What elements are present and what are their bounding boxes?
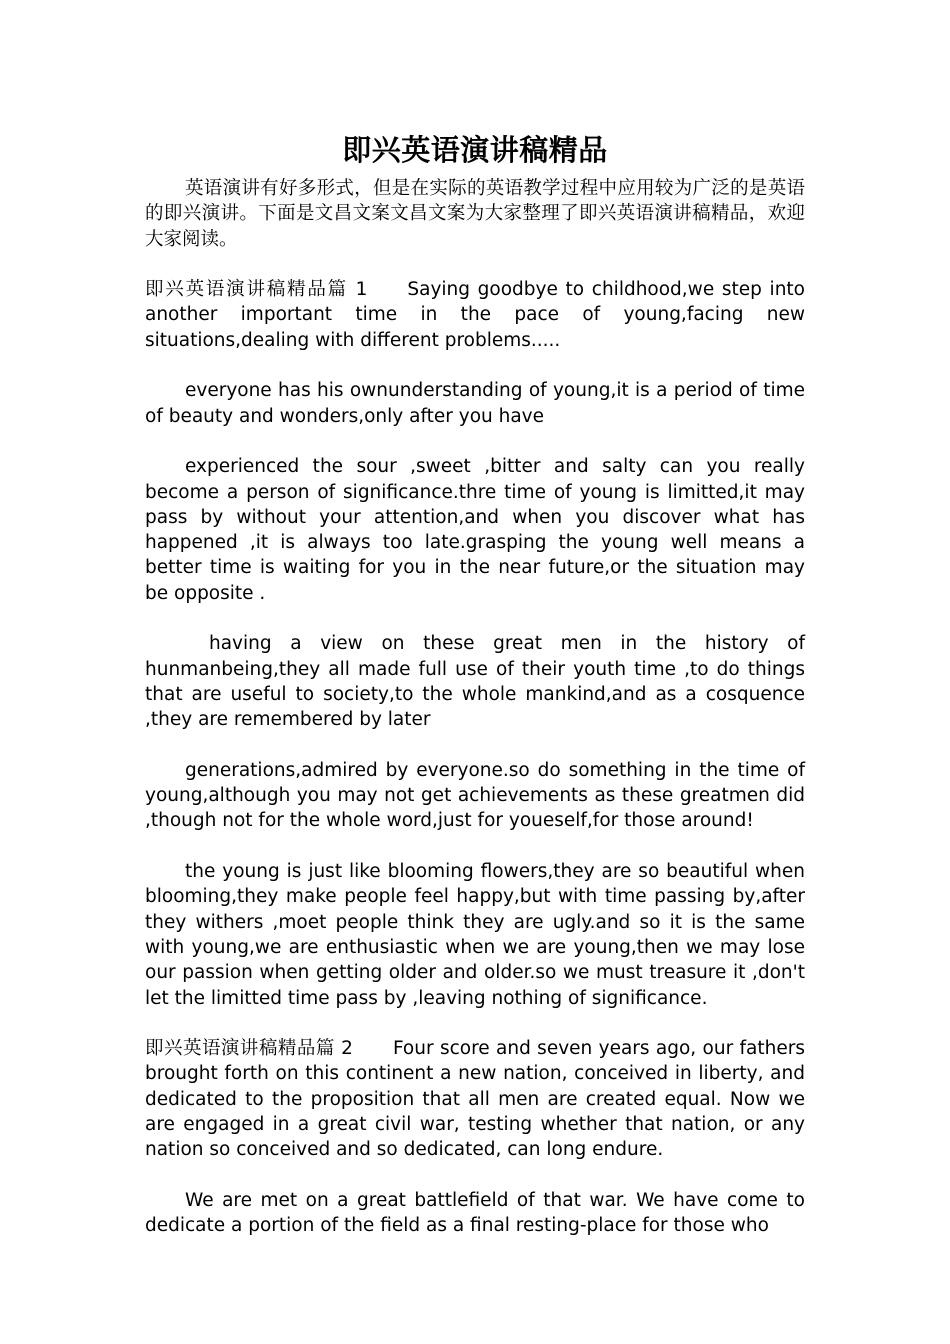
section-1-paragraph: everyone has his ownunderstanding of young,it is a period of time of beauty and wonders,only after you have xyxy=(145,380,805,427)
intro-paragraph: 英语演讲有好多形式，但是在实际的英语教学过程中应用较为广泛的是英语的即兴演讲。下面是文昌文案文昌文案为大家整理了即兴英语演讲稿精品，欢迎大家阅读。 xyxy=(145,178,805,250)
section-2-lead-paragraph xyxy=(145,1036,805,1162)
section-1-paragraph: the young is just like blooming flowers,they are so beautiful when blooming,they make people feel happy,but with time passing by,after they withers ,moet people think they are ugly.and so it is the same with young,we are enthusiastic when we are young,then we may lose our passion when getting older and older.so we must treasure it ,don't let the limitted time pass by ,leaving nothing of significance. xyxy=(145,861,805,1009)
section-2-lead-text: Four score and seven years ago, our fathers brought forth on this continent a new nation, conceived in liberty, and dedicated to the proposition that all men are created equal. Now we are engaged in a great civil war, testing whether that nation, or any nation so conceived and so dedicated, can long endure. xyxy=(145,1038,805,1161)
document-page xyxy=(145,128,805,1264)
section-2-heading: 即兴英语演讲稿精品篇 2 xyxy=(145,1038,353,1060)
section-1-paragraph: experienced the sour ,sweet ,bitter and salty can you really become a person of significance.thre time of young is limitted,it may pass by without your attention,and when you discover what has happened ,it is always too late.grasping the young well means a better time is waiting for you in the near future,or the situation may be opposite . xyxy=(145,456,805,604)
section-1-paragraph: generations,admired by everyone.so do something in the time of young,although you may not get achievements as these greatmen did ,though not for the whole word,just for youeself,for those around! xyxy=(145,759,805,832)
section-1-lead-text: Saying goodbye to childhood,we step into another important time in the pace of young,facing new situations,dealing with different problems..... xyxy=(145,279,805,351)
section-1-lead-paragraph xyxy=(145,277,805,353)
section-1-paragraph: having a view on these great men in the history of hunmanbeing,they all made full use of their youth time ,to do things that are useful to society,to the whole mankind,and as a cosquence ,they are remembered by later xyxy=(145,633,805,731)
section-2-paragraph: We are met on a great battlefield of that war. We have come to dedicate a portion of the field as a final resting-place for those who xyxy=(145,1189,805,1237)
page-title: 即兴英语演讲稿精品 xyxy=(342,133,608,167)
section-1-heading: 即兴英语演讲稿精品篇 1 xyxy=(145,279,368,301)
